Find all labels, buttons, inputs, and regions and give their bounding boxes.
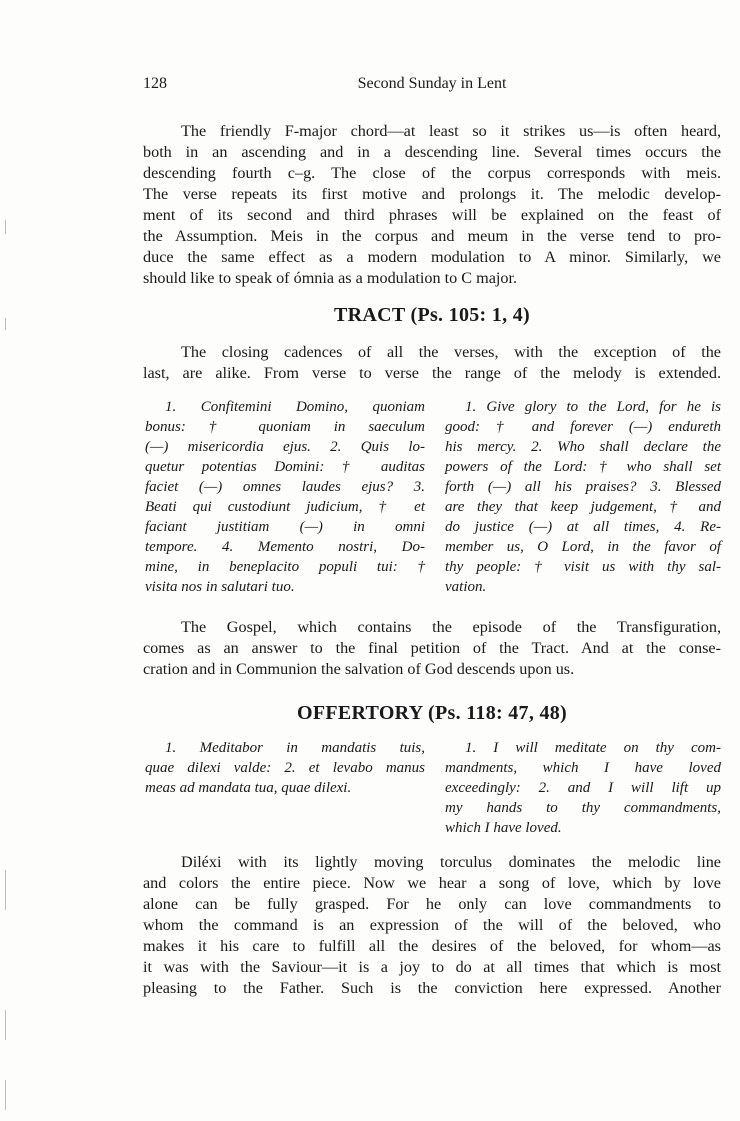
- scan-mark: [5, 870, 6, 910]
- text-line: his mercy. 2. Who shall declare the: [445, 439, 721, 455]
- text-line: The closing cadences of all the verses, with the exception of the: [181, 343, 721, 361]
- offertory-latin-column: [145, 738, 425, 798]
- text-line: vation.: [445, 579, 487, 595]
- psalm-reference: (Ps. 118: 47, 48): [428, 702, 568, 724]
- text-line: the Assumption. Meis in the corpus and meum in the verse tend to pro-: [143, 227, 721, 245]
- tract-latin-column: [145, 397, 425, 597]
- offertory-english-column: [445, 738, 721, 838]
- tract-intro: [143, 342, 721, 384]
- text-line: exceedingly: 2. and I will lift up: [445, 780, 721, 796]
- text-line: forth (—) all his praises? 3. Blessed: [445, 479, 721, 495]
- section-title: TRACT: [334, 304, 406, 326]
- text-line: faciant justitiam (—) in omni: [145, 519, 425, 535]
- text-line: visita nos in salutari tuo.: [145, 579, 295, 595]
- text-line: The friendly F-major chord—at least so it strikes us—is often heard,: [181, 122, 721, 140]
- text-line: pleasing to the Father. Such is the conviction here expressed. Another: [143, 979, 721, 997]
- page-number: 128: [143, 75, 167, 92]
- text-line: whom the command is an expression of the will of the beloved, who: [143, 916, 721, 934]
- text-line: alone can be fully grasped. For he only can love commandments to: [143, 895, 721, 913]
- text-line: powers of the Lord: † who shall set: [445, 459, 721, 475]
- running-head: [143, 75, 721, 97]
- text-line: cration and in Communion the salvation of God descends upon us.: [143, 660, 575, 678]
- text-line: meas ad mandata tua, quae dilexi.: [145, 780, 352, 796]
- text-line: 1. Meditabor in mandatis tuis,: [165, 740, 425, 756]
- intro-paragraph: [143, 121, 721, 289]
- offertory-heading: [143, 702, 721, 725]
- text-line: both in an ascending and in a descending line. Several times occurs the: [143, 143, 721, 161]
- text-line: ment of its second and third phrases will be explained on the feast of: [143, 206, 721, 224]
- text-line: member us, O Lord, in the favor of: [445, 539, 721, 555]
- text-line: bonus: † quoniam in saeculum: [145, 419, 425, 435]
- text-line: it was with the Saviour—it is a joy to do at all times that which is most: [143, 958, 721, 976]
- text-line: quetur potentias Domini: † auditas: [145, 459, 425, 475]
- scan-mark: [5, 1080, 6, 1110]
- text-line: Beati qui custodiunt judicium, † et: [145, 499, 425, 515]
- text-line: tempore. 4. Memento nostri, Do-: [145, 539, 425, 555]
- text-line: good: † and forever (—) endureth: [445, 419, 721, 435]
- text-line: duce the same effect as a modern modulation to A minor. Similarly, we: [143, 248, 721, 266]
- text-line: Diléxi with its lightly moving torculus dominates the melodic line: [181, 853, 721, 871]
- text-line: faciet (—) omnes laudes ejus? 3.: [145, 479, 425, 495]
- text-line: are they that keep judgement, † and: [445, 499, 721, 515]
- text-line: which I have loved.: [445, 820, 562, 836]
- text-line: mandments, which I have loved: [445, 760, 721, 776]
- tract-heading: [143, 304, 721, 327]
- scan-mark: [5, 1010, 6, 1040]
- text-line: should like to speak of ómnia as a modulation to C major.: [143, 269, 518, 287]
- psalm-reference: (Ps. 105: 1, 4): [410, 304, 530, 326]
- text-line: (—) misericordia ejus. 2. Quis lo-: [145, 439, 425, 455]
- text-line: makes it his care to fulfill all the desires of the beloved, for whom—as: [143, 937, 721, 955]
- running-title: Second Sunday in Lent: [357, 75, 507, 92]
- text-line: and colors the entire piece. Now we hear a song of love, which by love: [143, 874, 721, 892]
- scan-mark: [5, 220, 6, 234]
- text-line: descending fourth c–g. The close of the corpus corresponds with meis.: [143, 164, 721, 182]
- text-line: mine, in beneplacito populi tui: †: [145, 559, 425, 575]
- text-line: thy people: † visit us with thy sal-: [445, 559, 721, 575]
- offertory-after-paragraph: [143, 852, 721, 999]
- text-line: last, are alike. From verse to verse the range of the melody is extended.: [143, 364, 721, 382]
- text-line: quae dilexi valde: 2. et levabo manus: [145, 760, 425, 776]
- text-line: 1. Confitemini Domino, quoniam: [165, 399, 425, 415]
- text-line: my hands to thy commandments,: [445, 800, 721, 816]
- text-line: The Gospel, which contains the episode of the Transfiguration,: [181, 618, 721, 636]
- section-title: OFFERTORY: [296, 702, 423, 724]
- text-line: 1. I will meditate on thy com-: [465, 740, 721, 756]
- scan-mark: [5, 318, 6, 330]
- tract-after-paragraph: [143, 617, 721, 680]
- text-line: The verse repeats its first motive and prolongs it. The melodic develop-: [143, 185, 721, 203]
- text-line: comes as an answer to the final petition of the Tract. And at the conse-: [143, 639, 721, 657]
- text-line: do justice (—) at all times, 4. Re-: [445, 519, 721, 535]
- text-line: 1. Give glory to the Lord, for he is: [465, 399, 721, 415]
- tract-english-column: [445, 397, 721, 597]
